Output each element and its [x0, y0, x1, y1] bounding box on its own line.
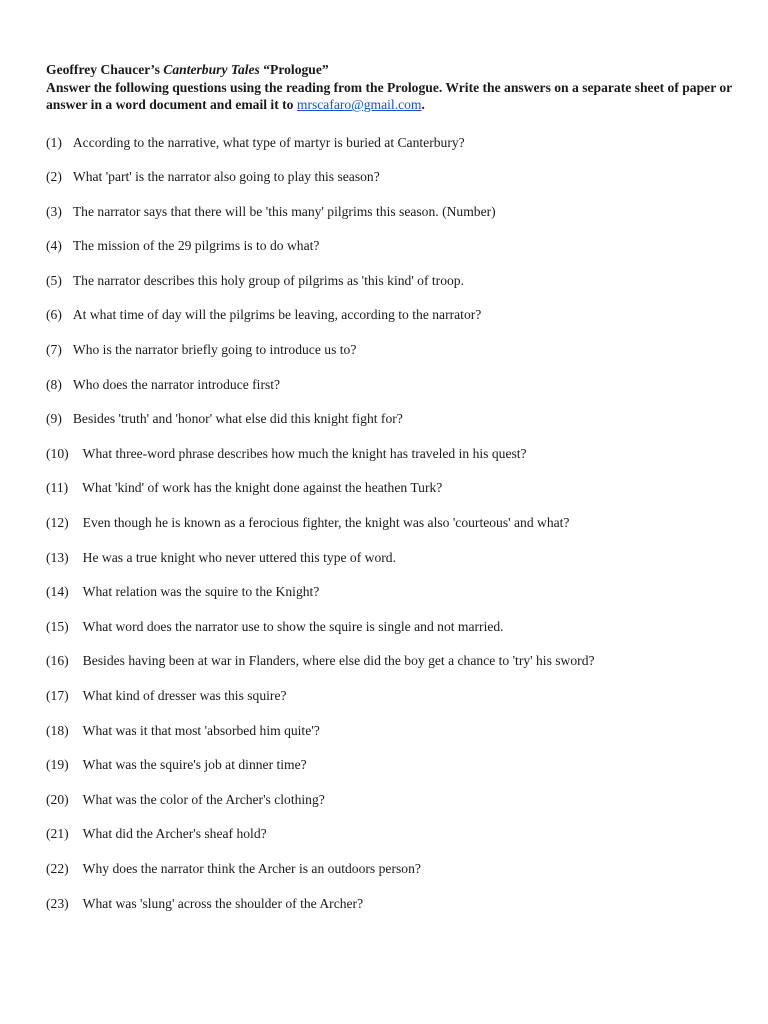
- question-text: The mission of the 29 pilgrims is to do what?: [72, 238, 320, 254]
- question-text: What was it that most 'absorbed him quite'?: [82, 722, 320, 738]
- question-text: What did the Archer's sheaf hold?: [82, 826, 267, 842]
- question-item: [46, 756, 736, 791]
- question-number: (8): [46, 376, 62, 392]
- question-number: (12): [46, 515, 69, 531]
- title-author: Geoffrey Chaucer’s: [46, 62, 164, 77]
- question-number: (16): [46, 653, 69, 669]
- question-text: The narrator describes this holy group of pilgrims as 'this kind' of troop.: [72, 272, 464, 288]
- question-item: [46, 445, 736, 480]
- instructions: [46, 79, 736, 114]
- question-list: [46, 134, 736, 930]
- question-item: [46, 134, 736, 169]
- question-number: (5): [46, 272, 62, 288]
- question-item: [46, 479, 736, 514]
- question-item: [46, 341, 736, 376]
- question-number: (21): [46, 826, 69, 842]
- question-number: (19): [46, 757, 69, 773]
- instructions-period: .: [421, 97, 425, 112]
- question-number: (3): [46, 203, 62, 219]
- question-item: [46, 825, 736, 860]
- question-text: According to the narrative, what type of martyr is buried at Canterbury?: [72, 134, 465, 150]
- question-item: [46, 549, 736, 584]
- question-number: (7): [46, 342, 62, 358]
- question-item: [46, 687, 736, 722]
- question-item: [46, 306, 736, 341]
- question-item: [46, 652, 736, 687]
- document-header: [46, 61, 736, 114]
- question-number: (20): [46, 791, 69, 807]
- question-number: (2): [46, 169, 62, 185]
- question-text: Besides 'truth' and 'honor' what else did this knight fight for?: [72, 411, 403, 427]
- question-text: What 'part' is the narrator also going to play this season?: [72, 169, 380, 185]
- question-item: [46, 410, 736, 445]
- question-number: (18): [46, 722, 69, 738]
- question-text: The narrator says that there will be 'this many' pilgrims this season. (Number): [72, 203, 496, 219]
- question-item: [46, 860, 736, 895]
- question-text: Who is the narrator briefly going to introduce us to?: [72, 342, 357, 358]
- question-item: [46, 895, 736, 930]
- question-number: (4): [46, 238, 62, 254]
- email-link[interactable]: mrscafaro@gmail.com: [296, 97, 422, 112]
- question-item: [46, 618, 736, 653]
- question-text: What was the squire's job at dinner time?: [82, 757, 307, 773]
- question-text: What relation was the squire to the Knight?: [82, 584, 320, 600]
- question-number: (13): [46, 549, 69, 565]
- question-item: [46, 272, 736, 307]
- question-text: What word does the narrator use to show the squire is single and not married.: [82, 618, 504, 634]
- question-text: Who does the narrator introduce first?: [72, 376, 281, 392]
- question-text: Besides having been at war in Flanders, where else did the boy get a chance to 'try' his sword?: [82, 653, 595, 669]
- question-number: (15): [46, 618, 69, 634]
- instructions-text: Answer the following questions using the reading from the Prologue. Write the answers on a separate sheet of paper or answer in a word document and email it to: [46, 79, 732, 112]
- question-text: He was a true knight who never uttered this type of word.: [82, 549, 396, 565]
- question-number: (14): [46, 584, 69, 600]
- question-text: What 'kind' of work has the knight done against the heathen Turk?: [82, 480, 443, 496]
- question-number: (17): [46, 688, 69, 703]
- question-item: [46, 376, 736, 411]
- question-number: (6): [46, 307, 62, 323]
- question-item: [46, 168, 736, 203]
- question-number: (9): [46, 411, 62, 427]
- question-number: (23): [46, 895, 69, 911]
- title-section: “Prologue”: [259, 62, 329, 77]
- question-text: At what time of day will the pilgrims be leaving, according to the narrator?: [72, 307, 482, 323]
- question-text: What was the color of the Archer's clothing?: [82, 791, 325, 807]
- question-item: [46, 722, 736, 757]
- question-item: [46, 514, 736, 549]
- question-item: [46, 583, 736, 618]
- question-text: Even though he is known as a ferocious fighter, the knight was also 'courteous' and what?: [82, 515, 570, 531]
- question-item: [46, 203, 736, 238]
- question-text: What was 'slung' across the shoulder of the Archer?: [82, 895, 364, 911]
- question-text: Why does the narrator think the Archer is an outdoors person?: [82, 860, 421, 876]
- document-page: [46, 61, 736, 929]
- question-item: [46, 237, 736, 272]
- question-number: (22): [46, 860, 69, 876]
- question-number: (11): [46, 480, 69, 496]
- question-text: What three-word phrase describes how much the knight has traveled in his quest?: [82, 445, 527, 461]
- question-number: (1): [46, 134, 62, 150]
- document-title: [46, 61, 736, 79]
- question-item: [46, 791, 736, 826]
- question-text: What kind of dresser was this squire?: [82, 688, 287, 703]
- question-number: (10): [46, 445, 69, 461]
- title-work: Canterbury Tales: [163, 62, 260, 77]
